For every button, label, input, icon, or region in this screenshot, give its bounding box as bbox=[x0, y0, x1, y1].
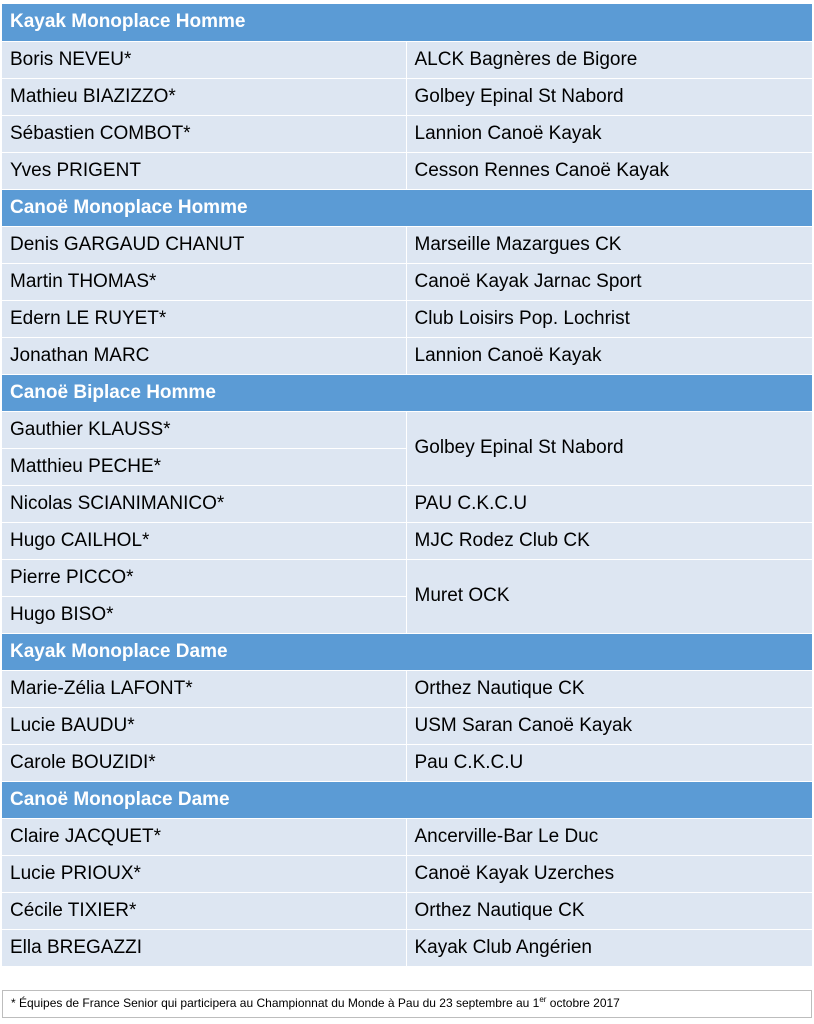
club-name: Orthez Nautique CK bbox=[406, 670, 812, 707]
athlete-name: Gauthier KLAUSS* bbox=[2, 411, 406, 448]
club-name: USM Saran Canoë Kayak bbox=[406, 707, 812, 744]
roster-table bbox=[2, 4, 812, 967]
athlete-name: Lucie PRIOUX* bbox=[2, 855, 406, 892]
club-name: Club Loisirs Pop. Lochrist bbox=[406, 300, 812, 337]
club-name: Ancerville-Bar Le Duc bbox=[406, 818, 812, 855]
table-row bbox=[2, 263, 812, 300]
athlete-name: Cécile TIXIER* bbox=[2, 892, 406, 929]
athlete-name: Denis GARGAUD CHANUT bbox=[2, 226, 406, 263]
club-name: Kayak Club Angérien bbox=[406, 929, 812, 966]
section-header bbox=[2, 781, 812, 818]
table-row bbox=[2, 744, 812, 781]
section-header bbox=[2, 189, 812, 226]
athlete-name: Hugo CAILHOL* bbox=[2, 522, 406, 559]
table-row bbox=[2, 115, 812, 152]
athlete-name: Yves PRIGENT bbox=[2, 152, 406, 189]
section-title: Canoë Monoplace Dame bbox=[2, 781, 812, 818]
section-header bbox=[2, 374, 812, 411]
athlete-name: Martin THOMAS* bbox=[2, 263, 406, 300]
section-header bbox=[2, 633, 812, 670]
club-name: Canoë Kayak Jarnac Sport bbox=[406, 263, 812, 300]
athlete-name: Boris NEVEU* bbox=[2, 41, 406, 78]
club-name: Pau C.K.C.U bbox=[406, 744, 812, 781]
athlete-name: Carole BOUZIDI* bbox=[2, 744, 406, 781]
table-row bbox=[2, 670, 812, 707]
table-row bbox=[2, 78, 812, 115]
athlete-name: Pierre PICCO* bbox=[2, 559, 406, 596]
table-row bbox=[2, 855, 812, 892]
table-row bbox=[2, 337, 812, 374]
footnote-text-end: octobre 2017 bbox=[546, 996, 620, 1010]
club-name: Cesson Rennes Canoë Kayak bbox=[406, 152, 812, 189]
table-row bbox=[2, 707, 812, 744]
athlete-name: Hugo BISO* bbox=[2, 596, 406, 633]
section-title: Canoë Biplace Homme bbox=[2, 374, 812, 411]
footnote bbox=[2, 990, 812, 1018]
section-title: Kayak Monoplace Homme bbox=[2, 4, 812, 41]
athlete-name: Ella BREGAZZI bbox=[2, 929, 406, 966]
club-name: ALCK Bagnères de Bigore bbox=[406, 41, 812, 78]
athlete-name: Sébastien COMBOT* bbox=[2, 115, 406, 152]
footnote-text: * Équipes de France Senior qui participera au Championnat du Monde à Pau du 23 septembre au 1 bbox=[11, 996, 540, 1010]
athlete-name: Marie-Zélia LAFONT* bbox=[2, 670, 406, 707]
club-name: Lannion Canoë Kayak bbox=[406, 115, 812, 152]
roster-body bbox=[2, 4, 812, 966]
athlete-name: Claire JACQUET* bbox=[2, 818, 406, 855]
club-name: Golbey Epinal St Nabord bbox=[406, 78, 812, 115]
club-name: Canoë Kayak Uzerches bbox=[406, 855, 812, 892]
club-name: Golbey Epinal St Nabord bbox=[406, 411, 812, 485]
table-row bbox=[2, 152, 812, 189]
club-name: Marseille Mazargues CK bbox=[406, 226, 812, 263]
table-row bbox=[2, 411, 812, 448]
club-name: MJC Rodez Club CK bbox=[406, 522, 812, 559]
table-row bbox=[2, 892, 812, 929]
table-row bbox=[2, 522, 812, 559]
club-name: Orthez Nautique CK bbox=[406, 892, 812, 929]
table-row bbox=[2, 929, 812, 966]
athlete-name: Lucie BAUDU* bbox=[2, 707, 406, 744]
table-row bbox=[2, 818, 812, 855]
table-row bbox=[2, 559, 812, 596]
section-title: Canoë Monoplace Homme bbox=[2, 189, 812, 226]
table-row bbox=[2, 300, 812, 337]
athlete-name: Matthieu PECHE* bbox=[2, 448, 406, 485]
section-header bbox=[2, 4, 812, 41]
club-name: Lannion Canoë Kayak bbox=[406, 337, 812, 374]
club-name: PAU C.K.C.U bbox=[406, 485, 812, 522]
athlete-name: Jonathan MARC bbox=[2, 337, 406, 374]
athlete-name: Nicolas SCIANIMANICO* bbox=[2, 485, 406, 522]
footnote-superscript: er bbox=[539, 995, 547, 1004]
table-row bbox=[2, 41, 812, 78]
table-row bbox=[2, 485, 812, 522]
athlete-name: Edern LE RUYET* bbox=[2, 300, 406, 337]
table-row bbox=[2, 226, 812, 263]
section-title: Kayak Monoplace Dame bbox=[2, 633, 812, 670]
club-name: Muret OCK bbox=[406, 559, 812, 633]
athlete-name: Mathieu BIAZIZZO* bbox=[2, 78, 406, 115]
